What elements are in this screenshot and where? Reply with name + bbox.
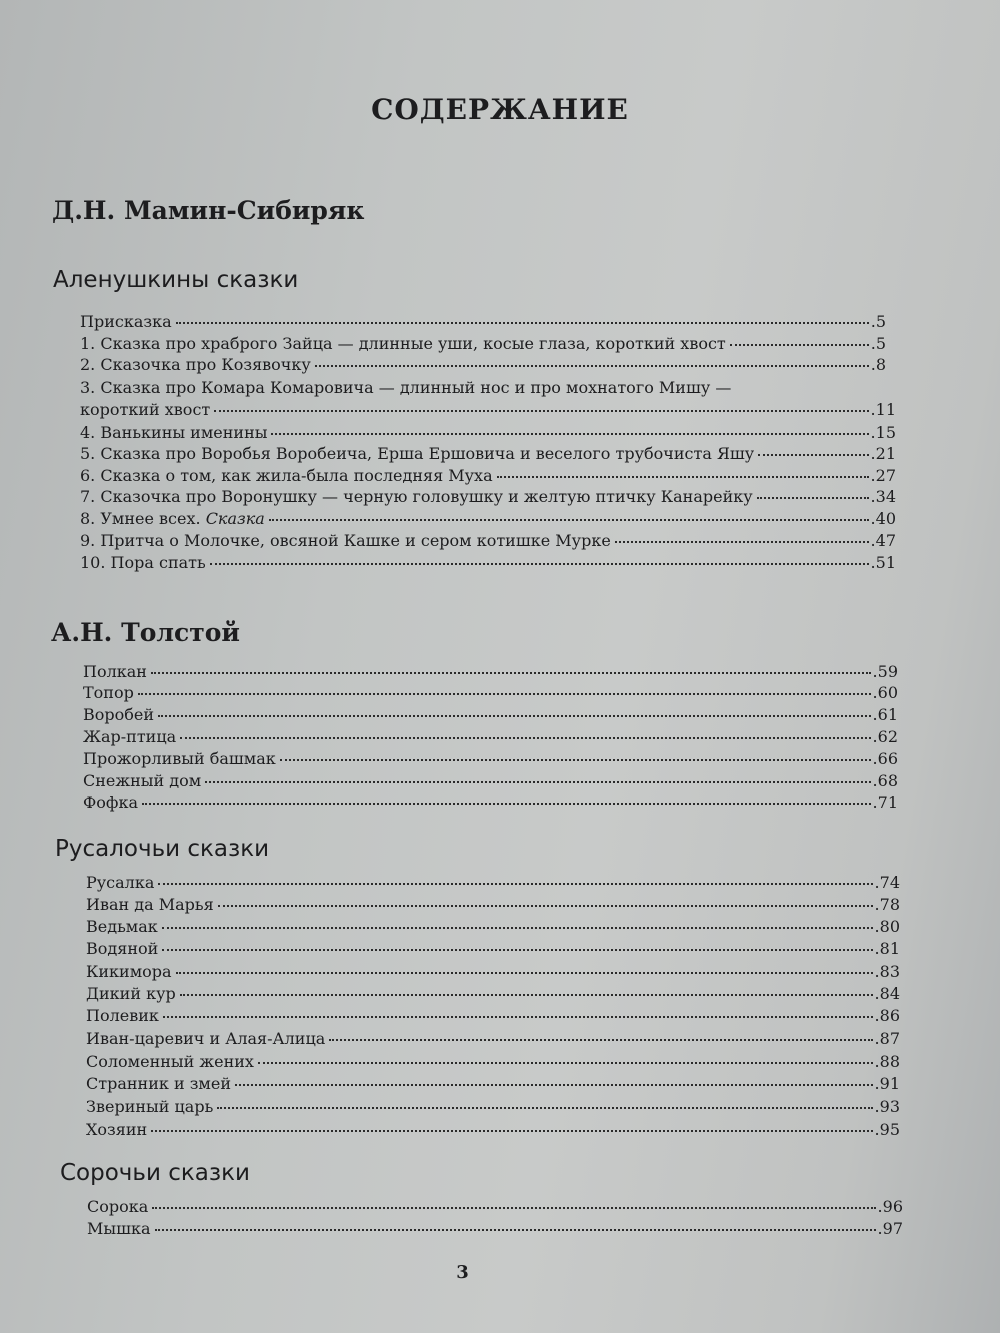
dot-leader: [180, 736, 870, 739]
toc-entry-title: 10. Пора спать: [80, 553, 206, 572]
toc-entry: [80, 355, 886, 374]
toc-entry-page: .61: [872, 705, 898, 724]
toc-entry-title-genre: Сказка: [205, 509, 265, 528]
toc-entry-page: .40: [870, 509, 896, 528]
toc-entry: [80, 487, 896, 506]
toc-entry-page: .80: [874, 917, 900, 936]
toc-entry: [83, 705, 898, 724]
toc-entry-page: .74: [874, 873, 900, 892]
toc-entry-page: .47: [870, 531, 896, 550]
toc-entry-page: .21: [870, 444, 896, 463]
dot-leader: [142, 802, 871, 805]
dot-leader: [163, 1015, 873, 1018]
section-heading: Сорочьи сказки: [60, 1160, 250, 1186]
toc-entry: [83, 749, 898, 768]
toc-entry-page: .59: [872, 662, 898, 681]
toc-entry-title: Фофка: [83, 793, 138, 812]
toc-entry-page: .71: [872, 793, 898, 812]
toc-entry-page: .62: [872, 727, 898, 746]
toc-entry-page: .93: [874, 1097, 900, 1116]
toc-entry-page: .88: [874, 1052, 900, 1071]
toc-entry: [83, 793, 898, 812]
toc-entry-page: .60: [872, 683, 898, 702]
toc-entry: [86, 1074, 900, 1093]
toc-entry-title-text: 8. Умнее всех.: [80, 509, 201, 528]
toc-entry-title: Дикий кур: [86, 984, 176, 1003]
toc-entry-title: 2. Сказочка про Козявочку: [80, 355, 311, 374]
toc-entry-page: .27: [870, 466, 896, 485]
toc-entry: [80, 466, 896, 485]
toc-entry: [86, 873, 900, 892]
toc-entry: [80, 423, 896, 442]
toc-entry: [80, 509, 896, 528]
toc-entry-title: [80, 509, 265, 528]
toc-entry: [86, 895, 900, 914]
author-heading: Д.Н. Мамин-Сибиряк: [52, 196, 365, 225]
toc-entry-title: Иван да Марья: [86, 895, 214, 914]
toc-entry-title: Полкан: [83, 662, 147, 681]
toc-entry: [86, 984, 900, 1003]
author-heading: А.Н. Толстой: [51, 618, 240, 647]
dot-leader: [280, 758, 871, 761]
toc-entry-title: Ведьмак: [86, 917, 158, 936]
toc-entry: [86, 1006, 900, 1025]
toc-entry-page: .95: [874, 1120, 900, 1139]
toc-entry-page: .86: [874, 1006, 900, 1025]
toc-entry: [86, 1120, 900, 1139]
dot-leader: [315, 364, 869, 367]
dot-leader: [758, 453, 868, 456]
dot-leader: [271, 432, 868, 435]
toc-entry: [83, 771, 898, 790]
toc-entry: [83, 662, 898, 681]
toc-entry-title: Присказка: [80, 312, 172, 331]
toc-entry: [83, 727, 898, 746]
toc-entry-title: 4. Ванькины именины: [80, 423, 268, 442]
section-heading: Аленушкины сказки: [53, 267, 299, 293]
toc-entry: [87, 1219, 903, 1238]
toc-entry-page: .87: [874, 1029, 900, 1048]
toc-entry-title: Топор: [83, 683, 134, 702]
dot-leader: [258, 1061, 873, 1064]
dot-leader: [269, 518, 869, 521]
toc-entry: [80, 553, 896, 572]
dot-leader: [497, 475, 869, 478]
dot-leader: [205, 780, 870, 783]
toc-entry: [80, 444, 896, 463]
toc-entry-page: .78: [874, 895, 900, 914]
toc-entry-title: короткий хвост: [80, 400, 211, 419]
toc-entry-title: 9. Притча о Молочке, овсяной Кашке и сером котишке Мурке: [80, 531, 611, 550]
toc-entry-page: .84: [874, 984, 900, 1003]
toc-entry-page: .81: [874, 939, 900, 958]
dot-leader: [151, 1129, 872, 1132]
dot-leader: [158, 714, 871, 717]
toc-entry-title: Прожорливый башмак: [83, 749, 276, 768]
toc-entry-title: 5. Сказка про Воробья Воробеича, Ерша Ершовича и веселого трубочиста Яшу: [80, 444, 755, 463]
dot-leader: [329, 1038, 872, 1041]
toc-entry-title: 7. Сказочка про Воронушку — черную головушку и желтую птичку Канарейку: [80, 487, 753, 506]
toc-entry: [86, 962, 900, 981]
toc-entry: [80, 531, 896, 550]
section-heading: Русалочьи сказки: [55, 836, 270, 862]
toc-entry: [86, 1052, 900, 1071]
toc-entry-title: Странник и змей: [86, 1074, 232, 1093]
toc-entry-page: .91: [874, 1074, 900, 1093]
dot-leader: [218, 904, 873, 907]
dot-leader: [615, 540, 869, 543]
dot-leader: [138, 692, 871, 695]
toc-entry-page: .83: [874, 962, 900, 981]
dot-leader: [151, 671, 871, 674]
dot-leader: [757, 496, 869, 499]
toc-entry: [83, 683, 898, 702]
dot-leader: [217, 1106, 872, 1109]
toc-entry-title: Воробей: [83, 705, 155, 724]
dot-leader: [210, 562, 869, 565]
page-number: 3: [456, 1262, 469, 1283]
toc-entry-page: .15: [870, 423, 896, 442]
toc-entry-page: .8: [870, 355, 886, 374]
dot-leader: [155, 1228, 876, 1231]
dot-leader: [214, 409, 868, 412]
toc-entry: [80, 400, 896, 419]
toc-entry-title: 1. Сказка про храброго Зайца — длинные уши, косые глаза, короткий хвост: [80, 334, 726, 353]
toc-entry-title: Русалка: [86, 873, 155, 892]
toc-entry-title: Полевик: [86, 1006, 159, 1025]
dot-leader: [152, 1206, 875, 1209]
toc-entry-title: 6. Сказка о том, как жила-была последняя Муха: [80, 466, 493, 485]
toc-entry-title: Водяной: [86, 939, 159, 958]
toc-entry-page: .34: [870, 487, 896, 506]
toc-entry-page: .51: [870, 553, 896, 572]
toc-entry-page: .97: [877, 1219, 903, 1238]
toc-entry: [86, 1097, 900, 1116]
toc-entry-title: Мышка: [87, 1219, 151, 1238]
toc-entry-title: Звериный царь: [86, 1097, 214, 1116]
toc-entry-title: 3. Сказка про Комара Комаровича — длинный нос и про мохнатого Мишу —: [80, 378, 732, 397]
dot-leader: [235, 1083, 873, 1086]
toc-entry-title: Кикимора: [86, 962, 172, 981]
toc-entry-title: Иван-царевич и Алая-Алица: [86, 1029, 326, 1048]
toc-entry: [80, 334, 886, 353]
page-title: СОДЕРЖАНИЕ: [371, 93, 629, 126]
dot-leader: [730, 343, 869, 346]
toc-entry-page: .66: [872, 749, 898, 768]
toc-entry-title: Сорока: [87, 1197, 149, 1216]
toc-entry-title: Хозяин: [86, 1120, 148, 1139]
dot-leader: [162, 948, 872, 951]
toc-entry-page: .5: [870, 312, 886, 331]
dot-leader: [180, 993, 873, 996]
toc-entry: [86, 1029, 900, 1048]
dot-leader: [162, 926, 873, 929]
toc-entry-page: .5: [870, 334, 886, 353]
dot-leader: [158, 882, 872, 885]
toc-entry: [86, 917, 900, 936]
toc-entry: [87, 1197, 903, 1216]
dot-leader: [176, 321, 869, 324]
toc-entry-page: .96: [877, 1197, 903, 1216]
toc-entry-page: .68: [872, 771, 898, 790]
toc-entry-title: Снежный дом: [83, 771, 202, 790]
toc-entry-page: .11: [870, 400, 896, 419]
toc-entry-title: Соломенный жених: [86, 1052, 254, 1071]
toc-entry: [80, 312, 886, 331]
dot-leader: [176, 971, 873, 974]
toc-entry-title: Жар-птица: [83, 727, 177, 746]
toc-entry: [86, 939, 900, 958]
